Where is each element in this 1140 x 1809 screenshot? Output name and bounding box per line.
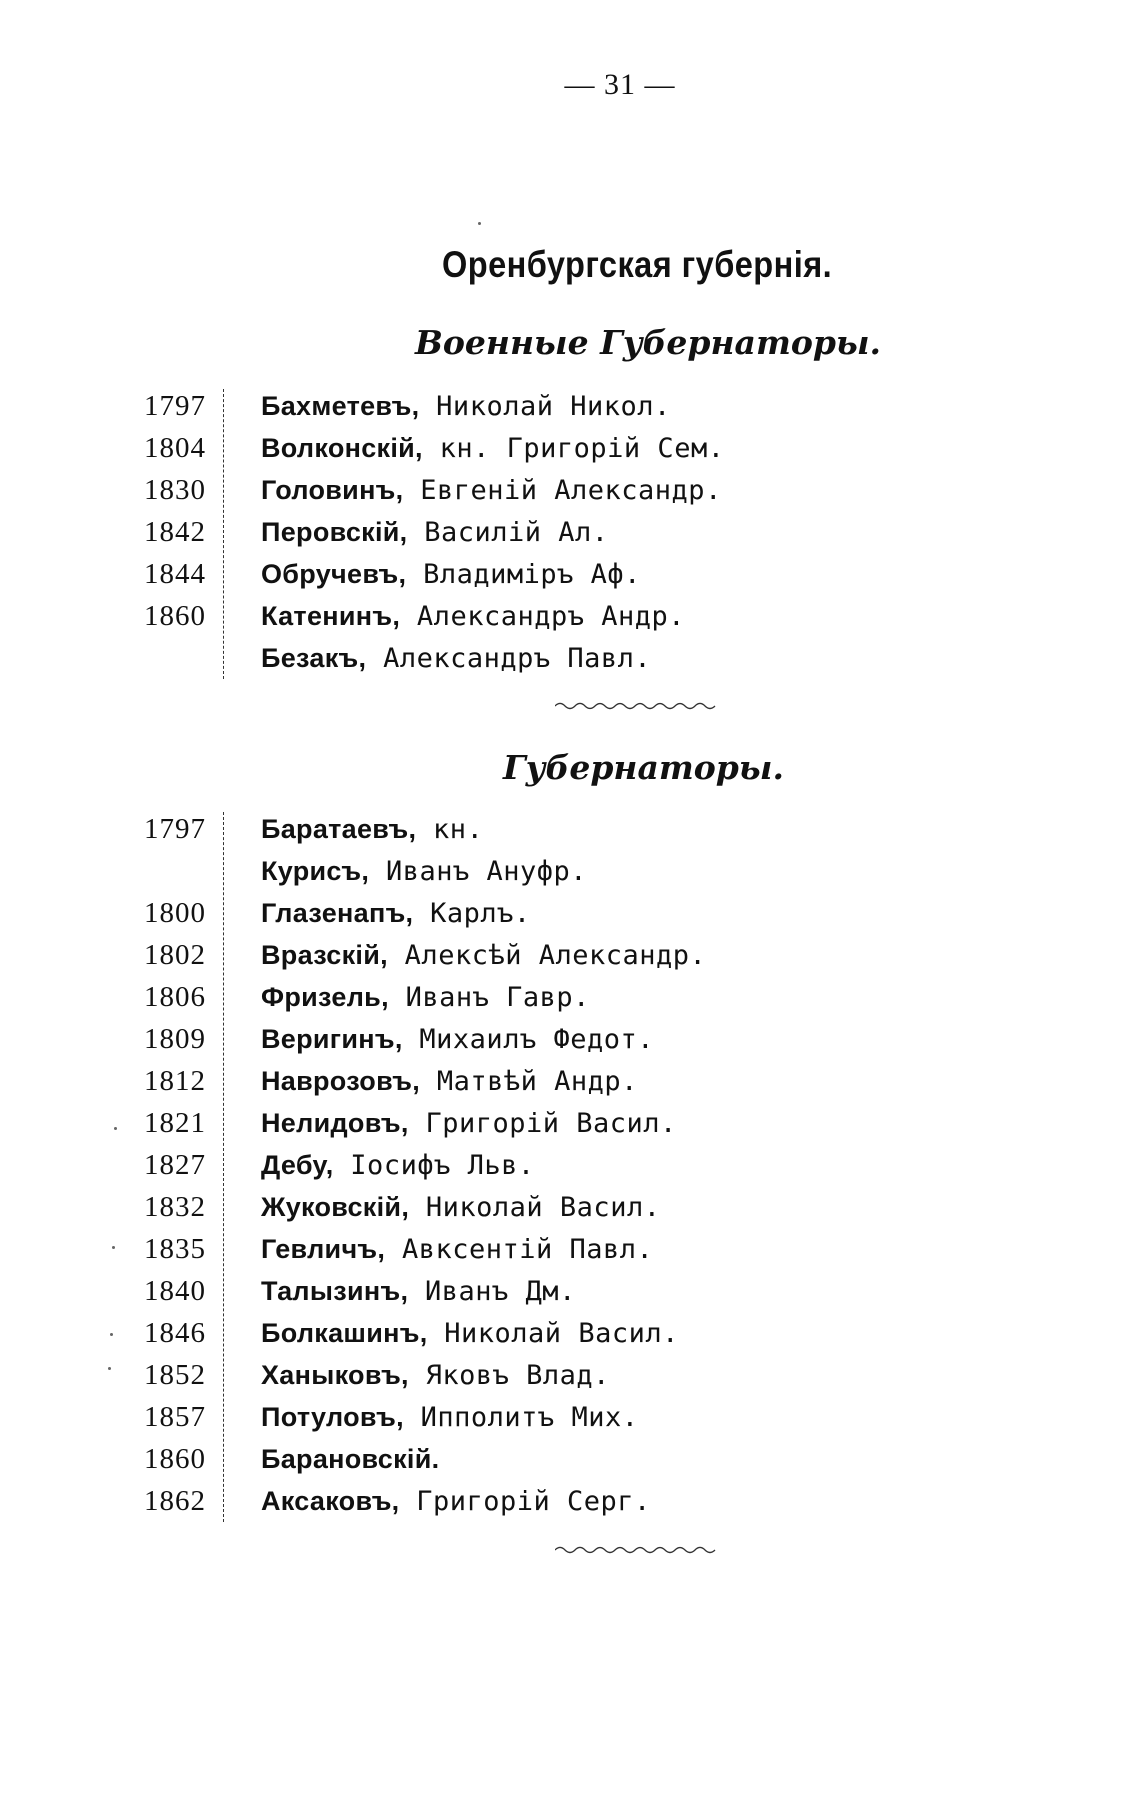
tenure-year: 1860 <box>144 600 206 632</box>
governor-surname: Дебу, <box>261 1150 334 1180</box>
governor-name <box>261 1228 653 1271</box>
governor-surname: Барановскій. <box>261 1444 440 1474</box>
governor-name <box>261 1354 610 1397</box>
tenure-year: 1809 <box>144 1023 206 1055</box>
tenure-year: 1806 <box>144 981 206 1013</box>
governor-given-names: кн. <box>416 814 484 845</box>
governor-given-names: Евгеній Александр. <box>403 475 722 506</box>
tenure-year: 1860 <box>144 1443 206 1475</box>
governor-given-names: Александръ Павл. <box>366 643 652 674</box>
province-title: Оренбургская губернія. <box>442 244 833 285</box>
governor-surname: Талызинъ, <box>261 1276 409 1306</box>
governor-name <box>261 850 587 893</box>
governor-name <box>261 469 722 512</box>
governor-surname: Болкашинъ, <box>261 1318 428 1348</box>
governor-surname: Перовскій, <box>261 517 408 547</box>
governor-surname: Курисъ, <box>261 856 370 886</box>
governor-name <box>261 511 609 554</box>
governor-name <box>261 1186 660 1229</box>
governor-surname: Аксаковъ, <box>261 1486 400 1516</box>
governor-surname: Фризель, <box>261 982 389 1012</box>
governor-surname: Гевличъ, <box>261 1234 386 1264</box>
governor-name <box>261 595 685 638</box>
tenure-year: 1797 <box>144 390 206 422</box>
governor-surname: Волконскій, <box>261 433 423 463</box>
tenure-year: 1830 <box>144 474 206 506</box>
governor-given-names: Владиміръ Аф. <box>406 559 641 590</box>
tenure-year: 1821 <box>144 1107 206 1139</box>
tenure-year: 1804 <box>144 432 206 464</box>
column-rule <box>223 812 224 1522</box>
governor-name <box>261 427 724 470</box>
governor-surname: Жуковскій, <box>261 1192 410 1222</box>
tenure-year: 1852 <box>144 1359 206 1391</box>
governor-given-names: Иванъ Ануфр. <box>369 856 588 887</box>
governor-given-names: кн. Григорій Сем. <box>422 433 725 464</box>
governor-name <box>261 934 706 977</box>
print-speck <box>108 1367 111 1370</box>
tenure-year: 1842 <box>144 516 206 548</box>
tenure-year: 1840 <box>144 1275 206 1307</box>
governor-given-names: Григорій Серг. <box>399 1486 651 1517</box>
print-speck <box>114 1127 117 1130</box>
governors-heading: Губернаторы. <box>503 748 784 787</box>
governor-name <box>261 1270 576 1313</box>
governor-name <box>261 1060 638 1103</box>
governor-name <box>261 976 590 1019</box>
governor-given-names: Василій Ал. <box>407 517 609 548</box>
governor-surname: Баратаевъ, <box>261 814 417 844</box>
governor-surname: Глазенапъ, <box>261 898 414 928</box>
governor-given-names: Матвѣй Андр. <box>420 1066 638 1097</box>
governor-surname: Катенинъ, <box>261 601 401 631</box>
print-speck <box>110 1333 113 1336</box>
governor-name <box>261 1144 535 1187</box>
governor-given-names: Авксентій Павл. <box>385 1234 654 1265</box>
governor-given-names: Александръ Андр. <box>400 601 686 632</box>
tenure-year: 1797 <box>144 813 206 845</box>
governor-surname: Безакъ, <box>261 643 367 673</box>
governor-surname: Бахметевъ, <box>261 391 420 421</box>
tenure-year: 1835 <box>144 1233 206 1265</box>
governor-name <box>261 385 671 428</box>
ornament-divider <box>555 700 720 712</box>
governor-name <box>261 1480 651 1523</box>
tenure-year: 1827 <box>144 1149 206 1181</box>
governor-given-names: Алексѣй Александр. <box>387 940 707 971</box>
tenure-year: 1846 <box>144 1317 206 1349</box>
print-speck <box>112 1246 115 1249</box>
tenure-year: 1862 <box>144 1485 206 1517</box>
tenure-year: 1812 <box>144 1065 206 1097</box>
governor-given-names: Николай Васил. <box>427 1318 679 1349</box>
column-rule <box>223 389 224 679</box>
governor-given-names: Карлъ. <box>413 898 531 929</box>
governor-name <box>261 1018 654 1061</box>
governor-given-names: Михаилъ Федот. <box>402 1024 654 1055</box>
governor-surname: Ханыковъ, <box>261 1360 409 1390</box>
governor-surname: Головинъ, <box>261 475 404 505</box>
governor-given-names: Николай Никол. <box>419 391 671 422</box>
governor-given-names: Яковъ Влад. <box>408 1360 610 1391</box>
governor-surname: Вразскій, <box>261 940 388 970</box>
governor-given-names: Ипполитъ Мих. <box>403 1402 639 1433</box>
governor-name <box>261 1102 677 1145</box>
governor-surname: Потуловъ, <box>261 1402 404 1432</box>
governor-surname: Веригинъ, <box>261 1024 403 1054</box>
governor-given-names: Иванъ Гавр. <box>388 982 590 1013</box>
print-speck <box>478 222 481 225</box>
governor-surname: Наврозовъ, <box>261 1066 421 1096</box>
tenure-year: 1800 <box>144 897 206 929</box>
governor-surname: Обручевъ, <box>261 559 407 589</box>
governor-name <box>261 1312 679 1355</box>
governor-name <box>261 808 483 851</box>
tenure-year: 1802 <box>144 939 206 971</box>
tenure-year: 1844 <box>144 558 206 590</box>
governor-name <box>261 892 531 935</box>
military-governors-heading: Военные Губернаторы. <box>415 323 882 362</box>
governor-given-names: Іосифъ Льв. <box>333 1150 535 1181</box>
governor-given-names: Иванъ Дм. <box>408 1276 576 1307</box>
governor-name <box>261 553 641 596</box>
governor-given-names: Николай Васил. <box>409 1192 661 1223</box>
governor-name <box>261 1396 638 1439</box>
tenure-year: 1857 <box>144 1401 206 1433</box>
governor-name <box>261 1438 439 1481</box>
ornament-divider <box>555 1544 720 1556</box>
governor-surname: Нелидовъ, <box>261 1108 409 1138</box>
tenure-year: 1832 <box>144 1191 206 1223</box>
page-number: — 31 — <box>564 68 676 101</box>
governor-name <box>261 637 651 680</box>
governor-given-names: Григорій Васил. <box>408 1108 677 1139</box>
